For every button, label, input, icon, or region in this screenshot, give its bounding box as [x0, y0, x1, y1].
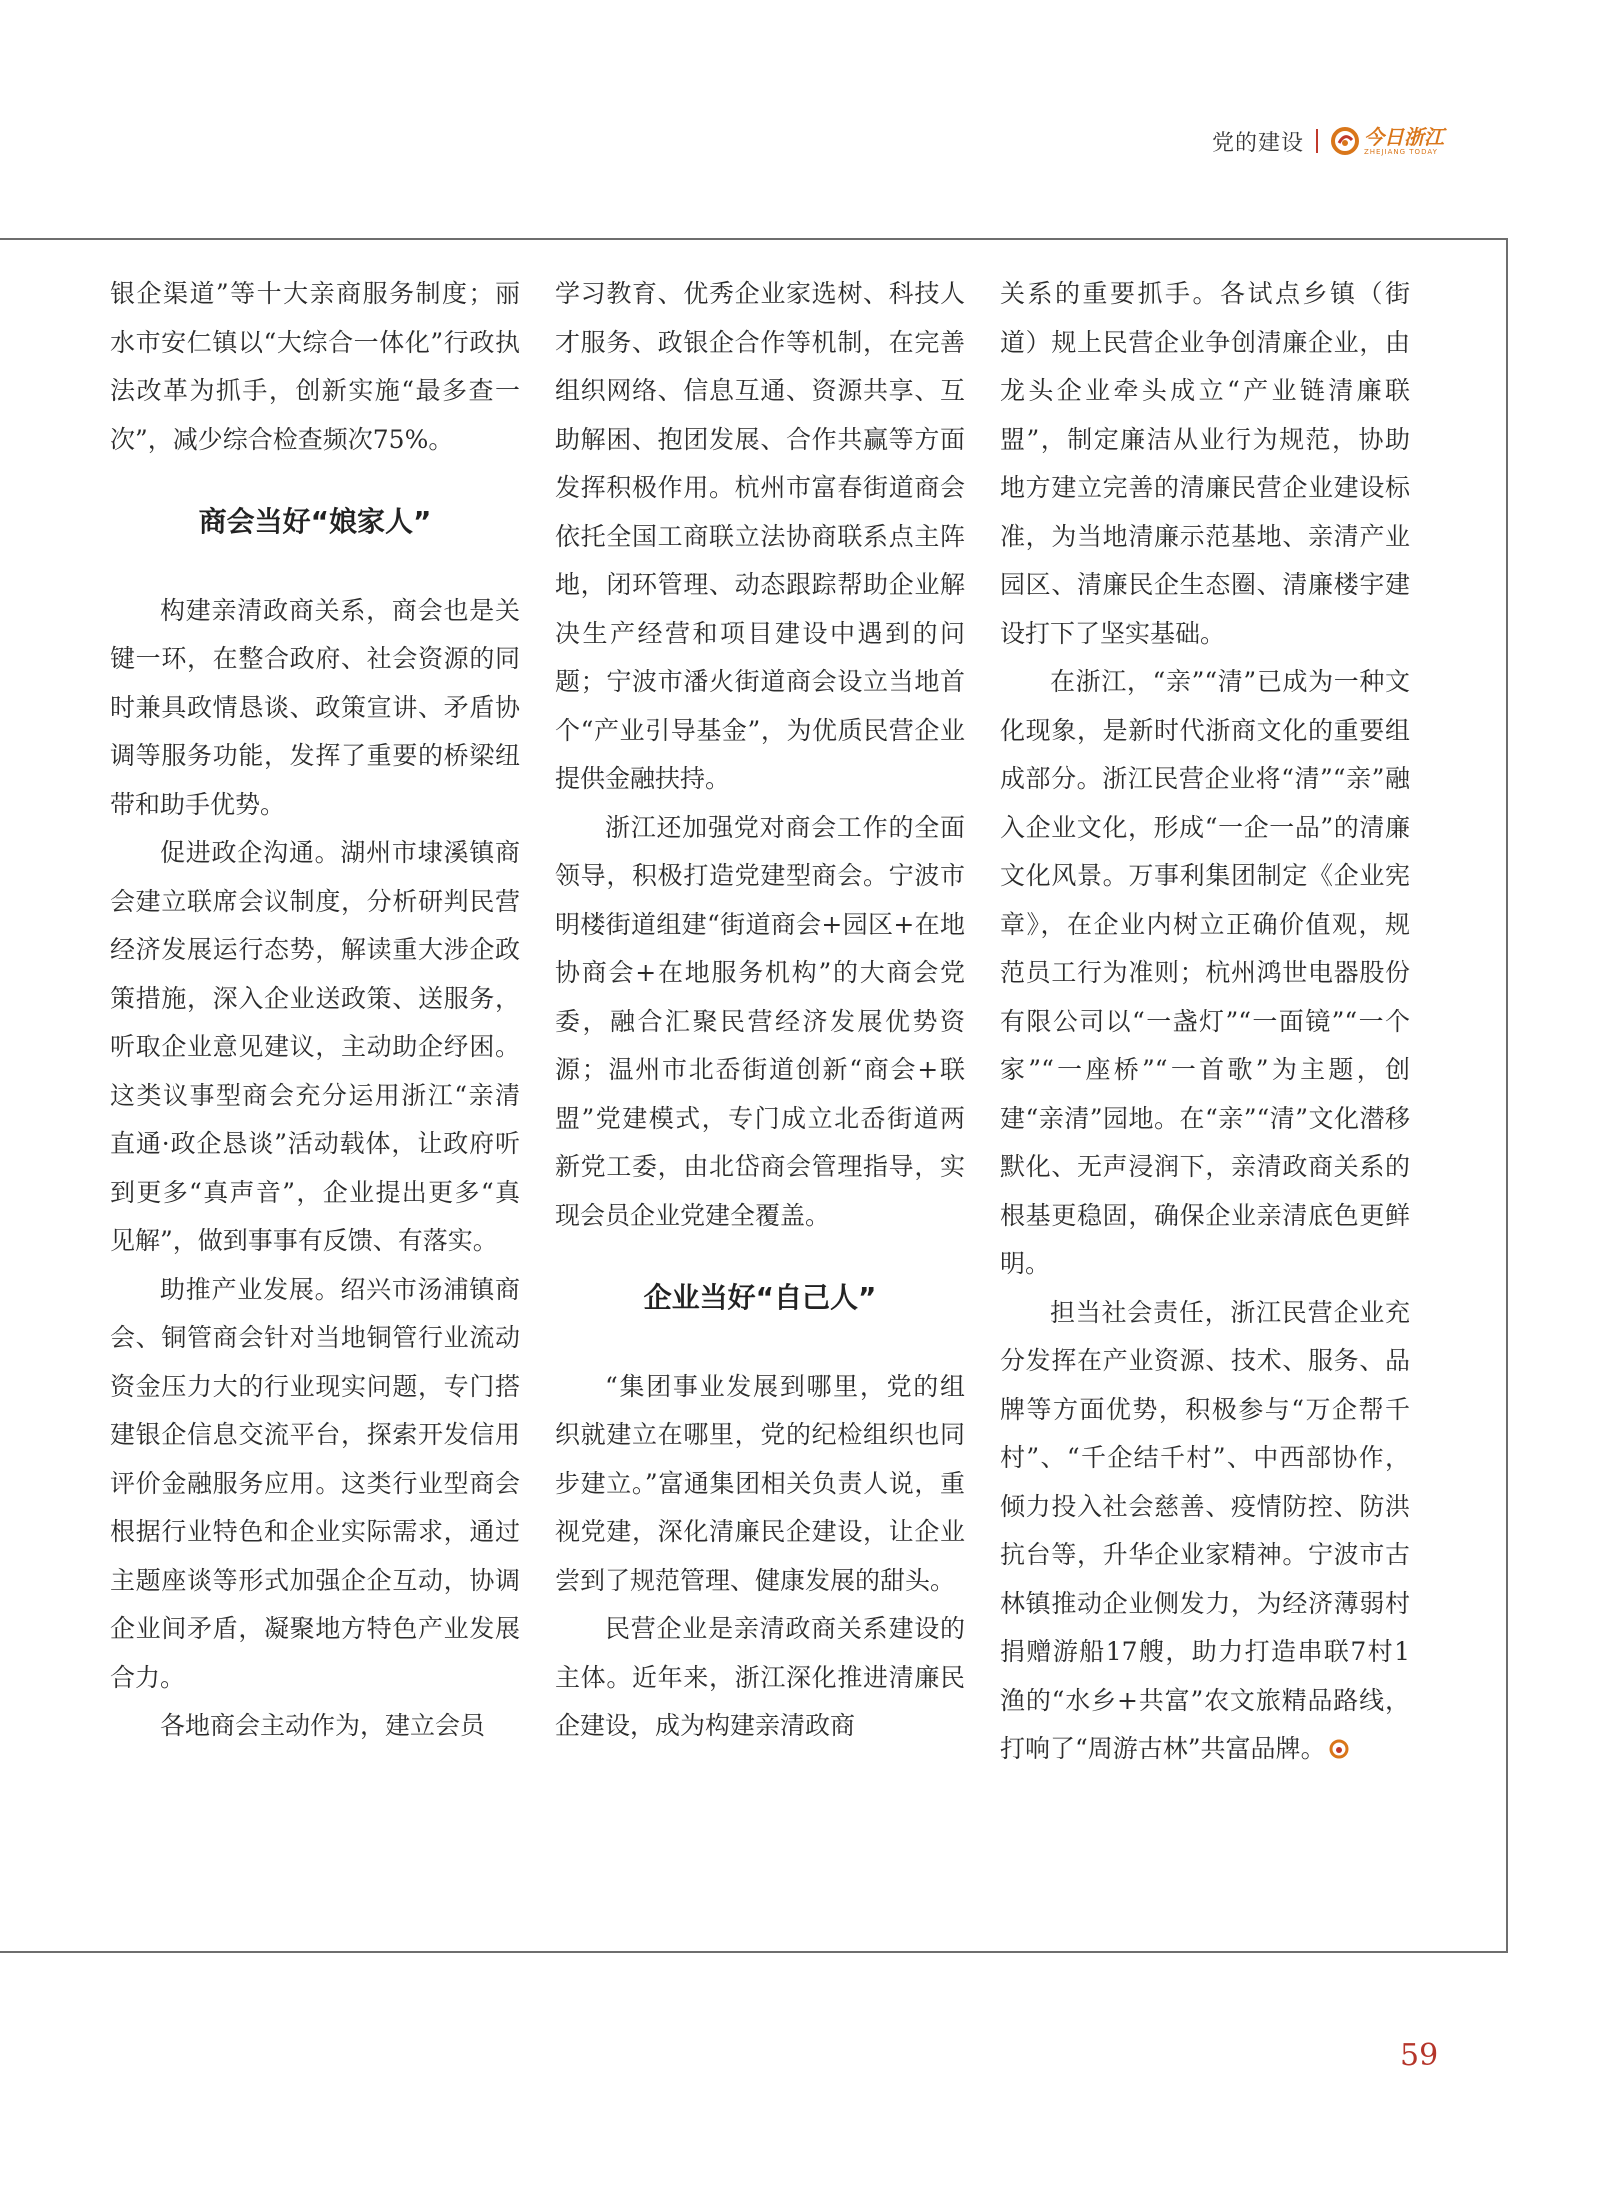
- end-mark-icon: [1328, 1738, 1350, 1760]
- section-heading: 企业当好“自己人”: [643, 1281, 877, 1314]
- text-column-1: [110, 270, 520, 1751]
- header-divider: [1316, 129, 1318, 153]
- logo-english-text: ZHEJIANG TODAY: [1364, 147, 1438, 156]
- page-header: [1212, 124, 1444, 158]
- section-label: 党的建设: [1211, 130, 1304, 156]
- article-paragraph: 民营企业是亲清政商关系建设的主体。近年来，浙江深化推进清廉民企建设，成为构建亲清政商: [555, 1614, 965, 1740]
- text-column-3: [1000, 270, 1410, 1774]
- page-number: 59: [1400, 2038, 1439, 2073]
- article-paragraph: 关系的重要抓手。各试点乡镇（街道）规上民营企业争创清廉企业，由龙头企业牵头成立“产业链清廉联盟”，制定廉洁从业行为规范，协助地方建立完善的清廉民营企业建设标准，为当地清廉示范基地、亲清产业园区、清廉民企生态圈、清廉楼宇建设打下了坚实基础。: [1000, 279, 1410, 648]
- article-paragraph: 促进政企沟通。湖州市埭溪镇商会建立联席会议制度，分析研判民营经济发展运行态势，解读重大涉企政策措施，深入企业送政策、送服务，听取企业意见建议，主动助企纾困。这类议事型商会充分运用浙江“亲清直通·政企恳谈”活动载体，让政府听到更多“真声音”，企业提出更多“真见解”，做到事事有反馈、有落实。: [110, 838, 520, 1255]
- article-paragraph: 担当社会责任，浙江民营企业充分发挥在产业资源、技术、服务、品牌等方面优势，积极参与“万企帮千村”、“千企结千村”、中西部协作，倾力投入社会慈善、疫情防控、防洪抗台等，升华企业家精神。宁波市古林镇推动企业侧发力，为经济薄弱村捐赠游船17艘，助力打造串联7村1渔的“水乡+共富”农文旅精品路线，打响了“周游古林”共富品牌。: [1000, 1297, 1410, 1763]
- article-paragraph: 助推产业发展。绍兴市汤浦镇商会、铜管商会针对当地铜管行业流动资金压力大的行业现实问题，专门搭建银企信息交流平台，探索开发信用评价金融服务应用。这类行业型商会根据行业特色和企业实际需求，通过主题座谈等形式加强企企互动，协调企业间矛盾，凝聚地方特色产业发展合力。: [110, 1274, 520, 1692]
- article-paragraph: 构建亲清政商关系，商会也是关键一环，在整合政府、社会资源的同时兼具政情恳谈、政策宣讲、矛盾协调等服务功能，发挥了重要的桥梁纽带和助手优势。: [110, 595, 520, 819]
- article-paragraph: “集团事业发展到哪里，党的组织就建立在哪里，党的纪检组织也同步建立。”富通集团相关负责人说，重视党建，深化清廉民企建设，让企业尝到了规范管理、健康发展的甜头。: [555, 1371, 965, 1595]
- text-column-2: [555, 270, 965, 1751]
- logo-chinese-text: 今日浙江: [1364, 124, 1444, 149]
- article-paragraph: 各地商会主动作为，建立会员: [160, 1711, 486, 1740]
- article-paragraph: 在浙江，“亲”“清”已成为一种文化现象，是新时代浙商文化的重要组成部分。浙江民营企业将“清”“亲”融入企业文化，形成“一企一品”的清廉文化风景。万事利集团制定《企业宪章》，在企业内树立正确价值观，规范员工行为准则；杭州鸿世电器股份有限公司以“一盏灯”“一面镜”“一个家”“一座桥”“一首歌”为主题，创建“亲清”园地。在“亲”“清”文化潜移默化、无声浸润下，亲清政商关系的根基更稳固，确保企业亲清底色更鲜明。: [1000, 667, 1410, 1278]
- magazine-logo: [1330, 126, 1444, 156]
- article-paragraph: 浙江还加强党对商会工作的全面领导，积极打造党建型商会。宁波市明楼街道组建“街道商会+园区+在地协商会+在地服务机构”的大商会党委，融合汇聚民营经济发展优势资源；温州市北岙街道创新“商会+联盟”党建模式，专门成立北岙街道两新党工委，由北岱商会管理指导，实现会员企业党建全覆盖。: [555, 812, 965, 1230]
- zhejiang-today-logo-icon: [1330, 126, 1360, 156]
- section-heading: 商会当好“娘家人”: [198, 505, 432, 538]
- article-paragraph: 银企渠道”等十大亲商服务制度；丽水市安仁镇以“大综合一体化”行政执法改革为抓手，创新实施“最多查一次”，减少综合检查频次75%。: [110, 279, 520, 454]
- article-paragraph: 学习教育、优秀企业家选树、科技人才服务、政银企合作等机制，在完善组织网络、信息互通、资源共享、互助解困、抱团发展、合作共赢等方面发挥积极作用。杭州市富春街道商会依托全国工商联立法协商联系点主阵地，闭环管理、动态跟踪帮助企业解决生产经营和项目建设中遇到的问题；宁波市潘火街道商会设立当地首个“产业引导基金”，为优质民营企业提供金融扶持。: [555, 279, 965, 793]
